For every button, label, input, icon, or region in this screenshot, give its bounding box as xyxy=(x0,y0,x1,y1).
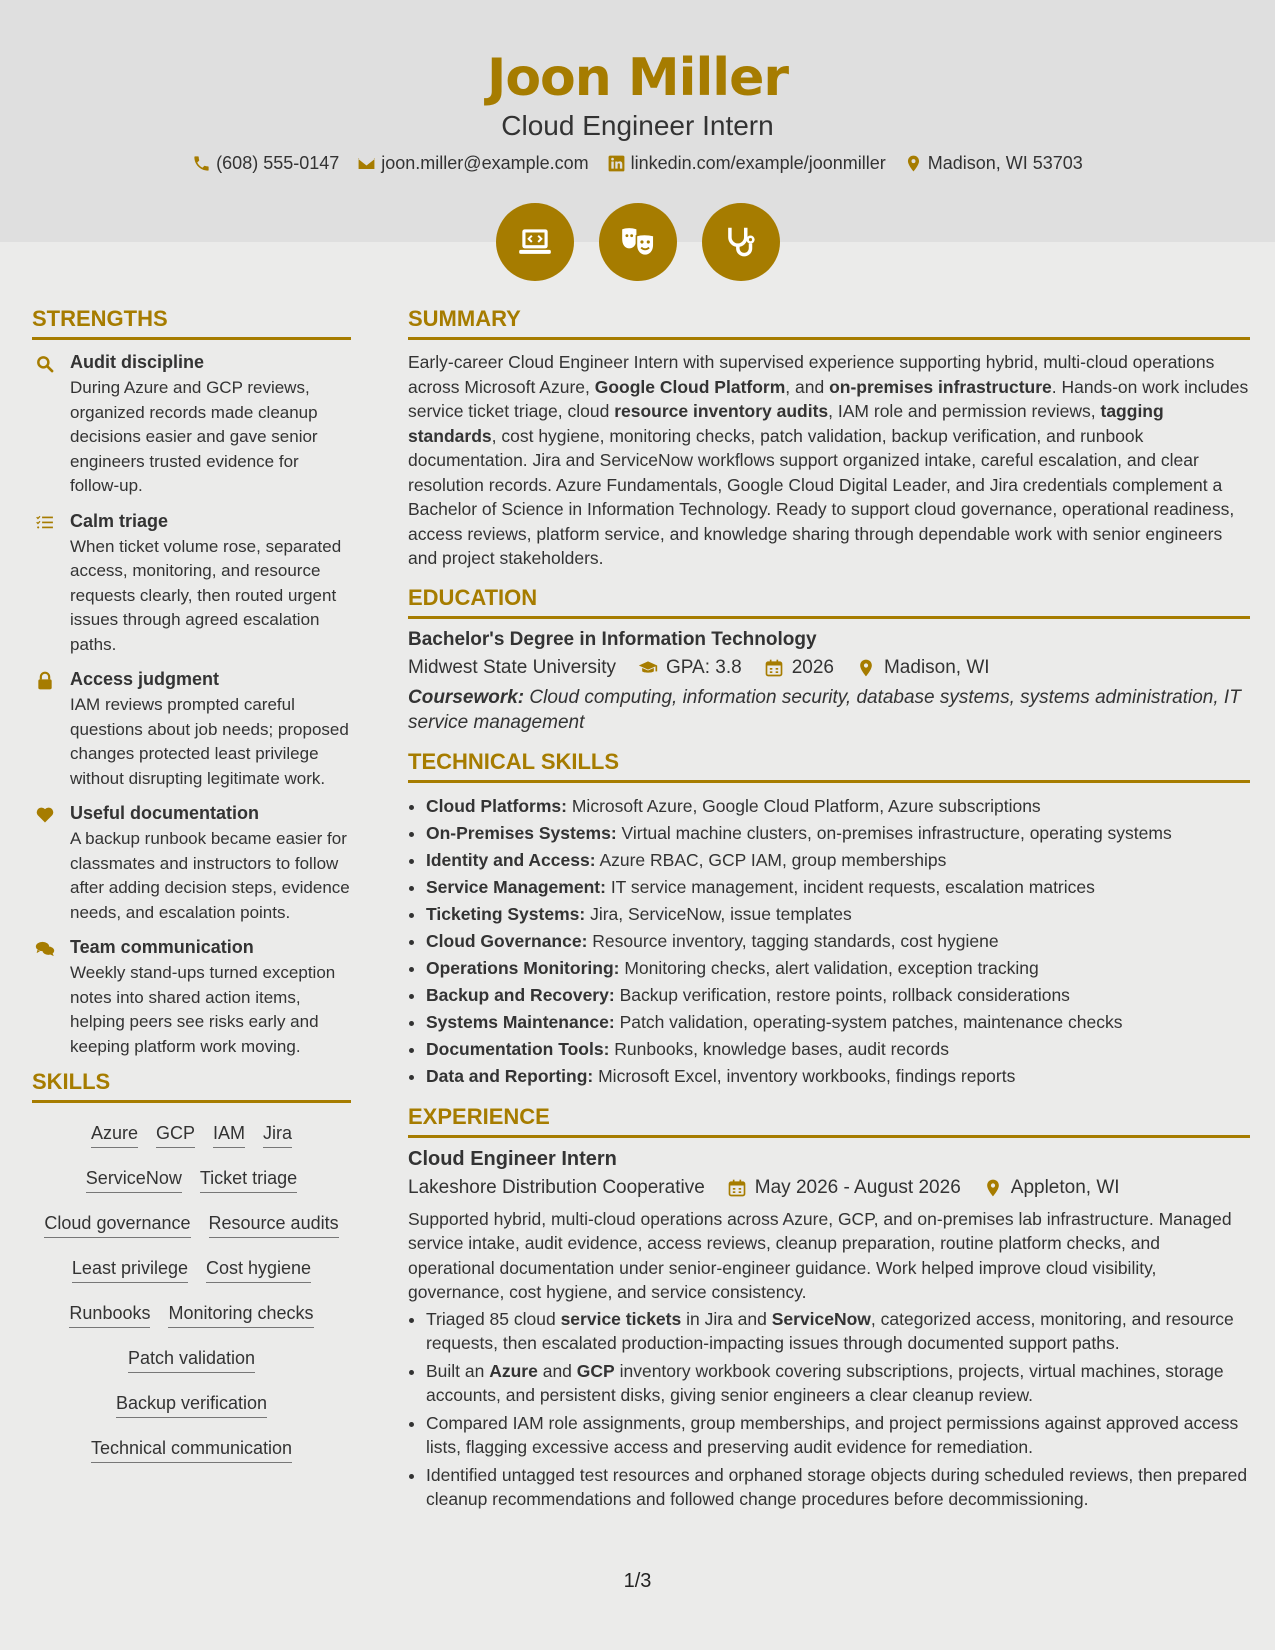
job-dates: May 2026 - August 2026 xyxy=(754,1176,961,1198)
list-item: • Service Management: IT service management, incident requests, escalation matrices xyxy=(426,874,1250,901)
skill-tag: IAM xyxy=(213,1117,245,1148)
graduation-year: 2026 xyxy=(791,656,834,678)
skill-tag: Runbooks xyxy=(69,1297,150,1328)
stethoscope-icon xyxy=(702,203,780,281)
calendar-icon xyxy=(727,1178,747,1198)
contact-phone[interactable] xyxy=(192,153,339,174)
list-item: • Triaged 85 cloud service tickets in Jira and ServiceNow, categorized access, monitoring, and resource requests, then escalated production-impacting issues through documented support paths. xyxy=(426,1307,1250,1356)
list-item: • Identified untagged test resources and orphaned storage objects during scheduled reviews, then prepared cleanup recommendations and followed change procedures before decommissioning. xyxy=(426,1463,1250,1512)
strength-title: Calm triage xyxy=(70,510,169,531)
skills-heading: SKILLS xyxy=(32,1069,351,1103)
skill-tag: Least privilege xyxy=(72,1252,188,1283)
list-item: • Operations Monitoring: Monitoring checks, alert validation, exception tracking xyxy=(426,955,1250,982)
technical-skills-list xyxy=(408,793,1250,1090)
strength-text: IAM reviews prompted careful questions about job needs; proposed changes protected least privilege without disrupting legitimate work. xyxy=(70,695,349,788)
education-section xyxy=(408,585,1250,735)
strength-title: Audit discipline xyxy=(70,352,205,372)
strength-list xyxy=(32,350,351,1059)
list-item: • Ticketing Systems: Jira, ServiceNow, issue templates xyxy=(426,901,1250,928)
job-title: Cloud Engineer Intern xyxy=(408,1147,617,1170)
strength-title: Access judgment xyxy=(70,669,220,689)
strength-item xyxy=(32,667,351,791)
summary-text: Early-career Cloud Engineer Intern with supervised experience supporting hybrid, multi-cloud operations across Microsoft Azure, Google Cloud Platform, and on-premises infrastructure. Hands-on work includes service ticket triage, cloud resource inventory audits, IAM role and permission reviews, tagging standards, cost hygiene, monitoring checks, patch validation, backup verification, and runbook documentation. Jira and ServiceNow workflows support organized intake, careful escalation, and clear resolution records. Azure Fundamentals, Google Cloud Digital Leader, and Jira credentials complement a Bachelor of Science in Information Technology. Ready to support cloud governance, operational readiness, access reviews, platform service, and knowledge sharing through dependable work with senior engineers and project stakeholders. xyxy=(408,352,1249,568)
education-heading: EDUCATION xyxy=(408,585,1250,619)
phone-icon xyxy=(192,154,211,173)
candidate-name: Joon Miller xyxy=(486,48,789,108)
contact-location xyxy=(904,153,1083,174)
strength-text: A backup runbook became easier for classmates and instructors to follow after adding decision steps, evidence needs, and escalation points. xyxy=(70,829,350,922)
lock-icon xyxy=(35,671,55,691)
list-item: • Identity and Access: Azure RBAC, GCP IAM, group memberships xyxy=(426,847,1250,874)
gpa: GPA: 3.8 xyxy=(666,656,742,678)
skill-tag: Patch validation xyxy=(128,1342,255,1373)
coursework-text: Cloud computing, information security, database systems, systems administration, IT service management xyxy=(408,686,1241,733)
calendar-icon xyxy=(764,658,784,678)
hobby-icons xyxy=(0,203,1275,281)
strengths-section xyxy=(32,306,351,1059)
strength-item xyxy=(32,509,351,658)
map-marker-icon xyxy=(904,154,923,173)
list-check-icon xyxy=(35,513,55,533)
theater-masks-icon xyxy=(599,203,677,281)
skill-tag: ServiceNow xyxy=(86,1162,182,1193)
right-column xyxy=(408,306,1250,1526)
experience-heading: EXPERIENCE xyxy=(408,1104,1250,1138)
email-text: joon.miller@example.com xyxy=(381,153,589,173)
summary-section xyxy=(408,306,1250,571)
list-item: • Cloud Platforms: Microsoft Azure, Google Cloud Platform, Azure subscriptions xyxy=(426,793,1250,820)
page-number: 1/3 xyxy=(623,1570,652,1592)
list-item: • On-Premises Systems: Virtual machine clusters, on-premises infrastructure, operating systems xyxy=(426,820,1250,847)
candidate-title: Cloud Engineer Intern xyxy=(501,110,774,141)
laptop-code-icon xyxy=(496,203,574,281)
skill-tag: Monitoring checks xyxy=(168,1297,313,1328)
location-text: Madison, WI 53703 xyxy=(927,153,1083,173)
strength-item xyxy=(32,935,351,1059)
job-location: Appleton, WI xyxy=(1010,1176,1120,1198)
experience-section xyxy=(408,1104,1250,1512)
list-item: • Systems Maintenance: Patch validation, operating-system patches, maintenance checks xyxy=(426,1009,1250,1036)
job-description: Supported hybrid, multi-cloud operations across Azure, GCP, and on-premises lab infrastructure. Managed service intake, audit evidence, access reviews, cleanup preparation, routine platform checks, and operational documentation under senior-engineer guidance. Work helped improve cloud visibility, governance, cost hygiene, and service consistency. xyxy=(408,1208,1232,1302)
search-icon xyxy=(35,354,55,374)
company-name: Lakeshore Distribution Cooperative xyxy=(408,1176,705,1198)
list-item: • Backup and Recovery: Backup verification, restore points, rollback considerations xyxy=(426,982,1250,1009)
phone-text: (608) 555-0147 xyxy=(216,153,340,173)
strength-item xyxy=(32,801,351,925)
linkedin-text: linkedin.com/example/joonmiller xyxy=(630,153,886,173)
school-location: Madison, WI xyxy=(883,656,990,678)
strengths-heading: STRENGTHS xyxy=(32,306,351,340)
strength-item xyxy=(32,350,351,499)
skill-tag: Jira xyxy=(263,1117,292,1148)
strength-text: During Azure and GCP reviews, organized records made cleanup decisions easier and gave senior engineers trusted evidence for follow-up. xyxy=(70,378,318,495)
skill-tag: Backup verification xyxy=(116,1387,267,1418)
list-item: • Compared IAM role assignments, group memberships, and project permissions against approved access lists, flagging excessive access and preserving audit evidence for remediation. xyxy=(426,1411,1250,1460)
strength-title: Team communication xyxy=(70,937,254,957)
linkedin-icon xyxy=(607,154,626,173)
strength-text: When ticket volume rose, separated access, monitoring, and resource requests clearly, then routed urgent issues through agreed escalation paths. xyxy=(70,536,342,654)
strength-title: Useful documentation xyxy=(70,803,260,823)
education-meta xyxy=(408,657,1250,679)
skill-tag: Azure xyxy=(91,1117,138,1148)
list-item: • Data and Reporting: Microsoft Excel, inventory workbooks, findings reports xyxy=(426,1063,1250,1090)
degree-title: Bachelor's Degree in Information Technology xyxy=(408,628,817,650)
technical-skills-section xyxy=(408,749,1250,1090)
map-marker-icon xyxy=(983,1178,1003,1198)
map-marker-icon xyxy=(856,658,876,678)
graduation-cap-icon xyxy=(638,658,658,678)
left-column xyxy=(32,306,351,1477)
list-item: • Built an Azure and GCP inventory workbook covering subscriptions, projects, virtual machines, storage accounts, and persistent disks, giving senior engineers a clear cleanup review. xyxy=(426,1359,1250,1408)
contact-bar xyxy=(0,153,1275,174)
skill-tag: GCP xyxy=(156,1117,195,1148)
comments-icon xyxy=(35,939,55,959)
coursework xyxy=(408,685,1250,735)
skill-tag: Technical communication xyxy=(91,1432,292,1463)
contact-linkedin[interactable] xyxy=(607,153,886,174)
list-item: • Cloud Governance: Resource inventory, tagging standards, cost hygiene xyxy=(426,928,1250,955)
skill-tag: Ticket triage xyxy=(200,1162,297,1193)
skill-tags xyxy=(32,1113,351,1477)
header-band xyxy=(0,0,1275,242)
job-meta xyxy=(408,1177,1250,1199)
list-item: • Documentation Tools: Runbooks, knowledge bases, audit records xyxy=(426,1036,1250,1063)
contact-email[interactable] xyxy=(357,153,588,174)
skills-section xyxy=(32,1069,351,1477)
coursework-label: Coursework: xyxy=(408,686,525,708)
skill-tag: Cloud governance xyxy=(44,1207,190,1238)
heart-icon xyxy=(35,805,55,825)
school-name: Midwest State University xyxy=(408,656,617,678)
experience-bullets xyxy=(408,1307,1250,1512)
skill-tag: Cost hygiene xyxy=(206,1252,311,1283)
envelope-icon xyxy=(357,154,376,173)
summary-heading: SUMMARY xyxy=(408,306,1250,340)
strength-text: Weekly stand-ups turned exception notes into shared action items, helping peers see risks early and keeping platform work moving. xyxy=(70,963,336,1056)
technical-skills-heading: TECHNICAL SKILLS xyxy=(408,749,1250,783)
skill-tag: Resource audits xyxy=(209,1207,339,1238)
